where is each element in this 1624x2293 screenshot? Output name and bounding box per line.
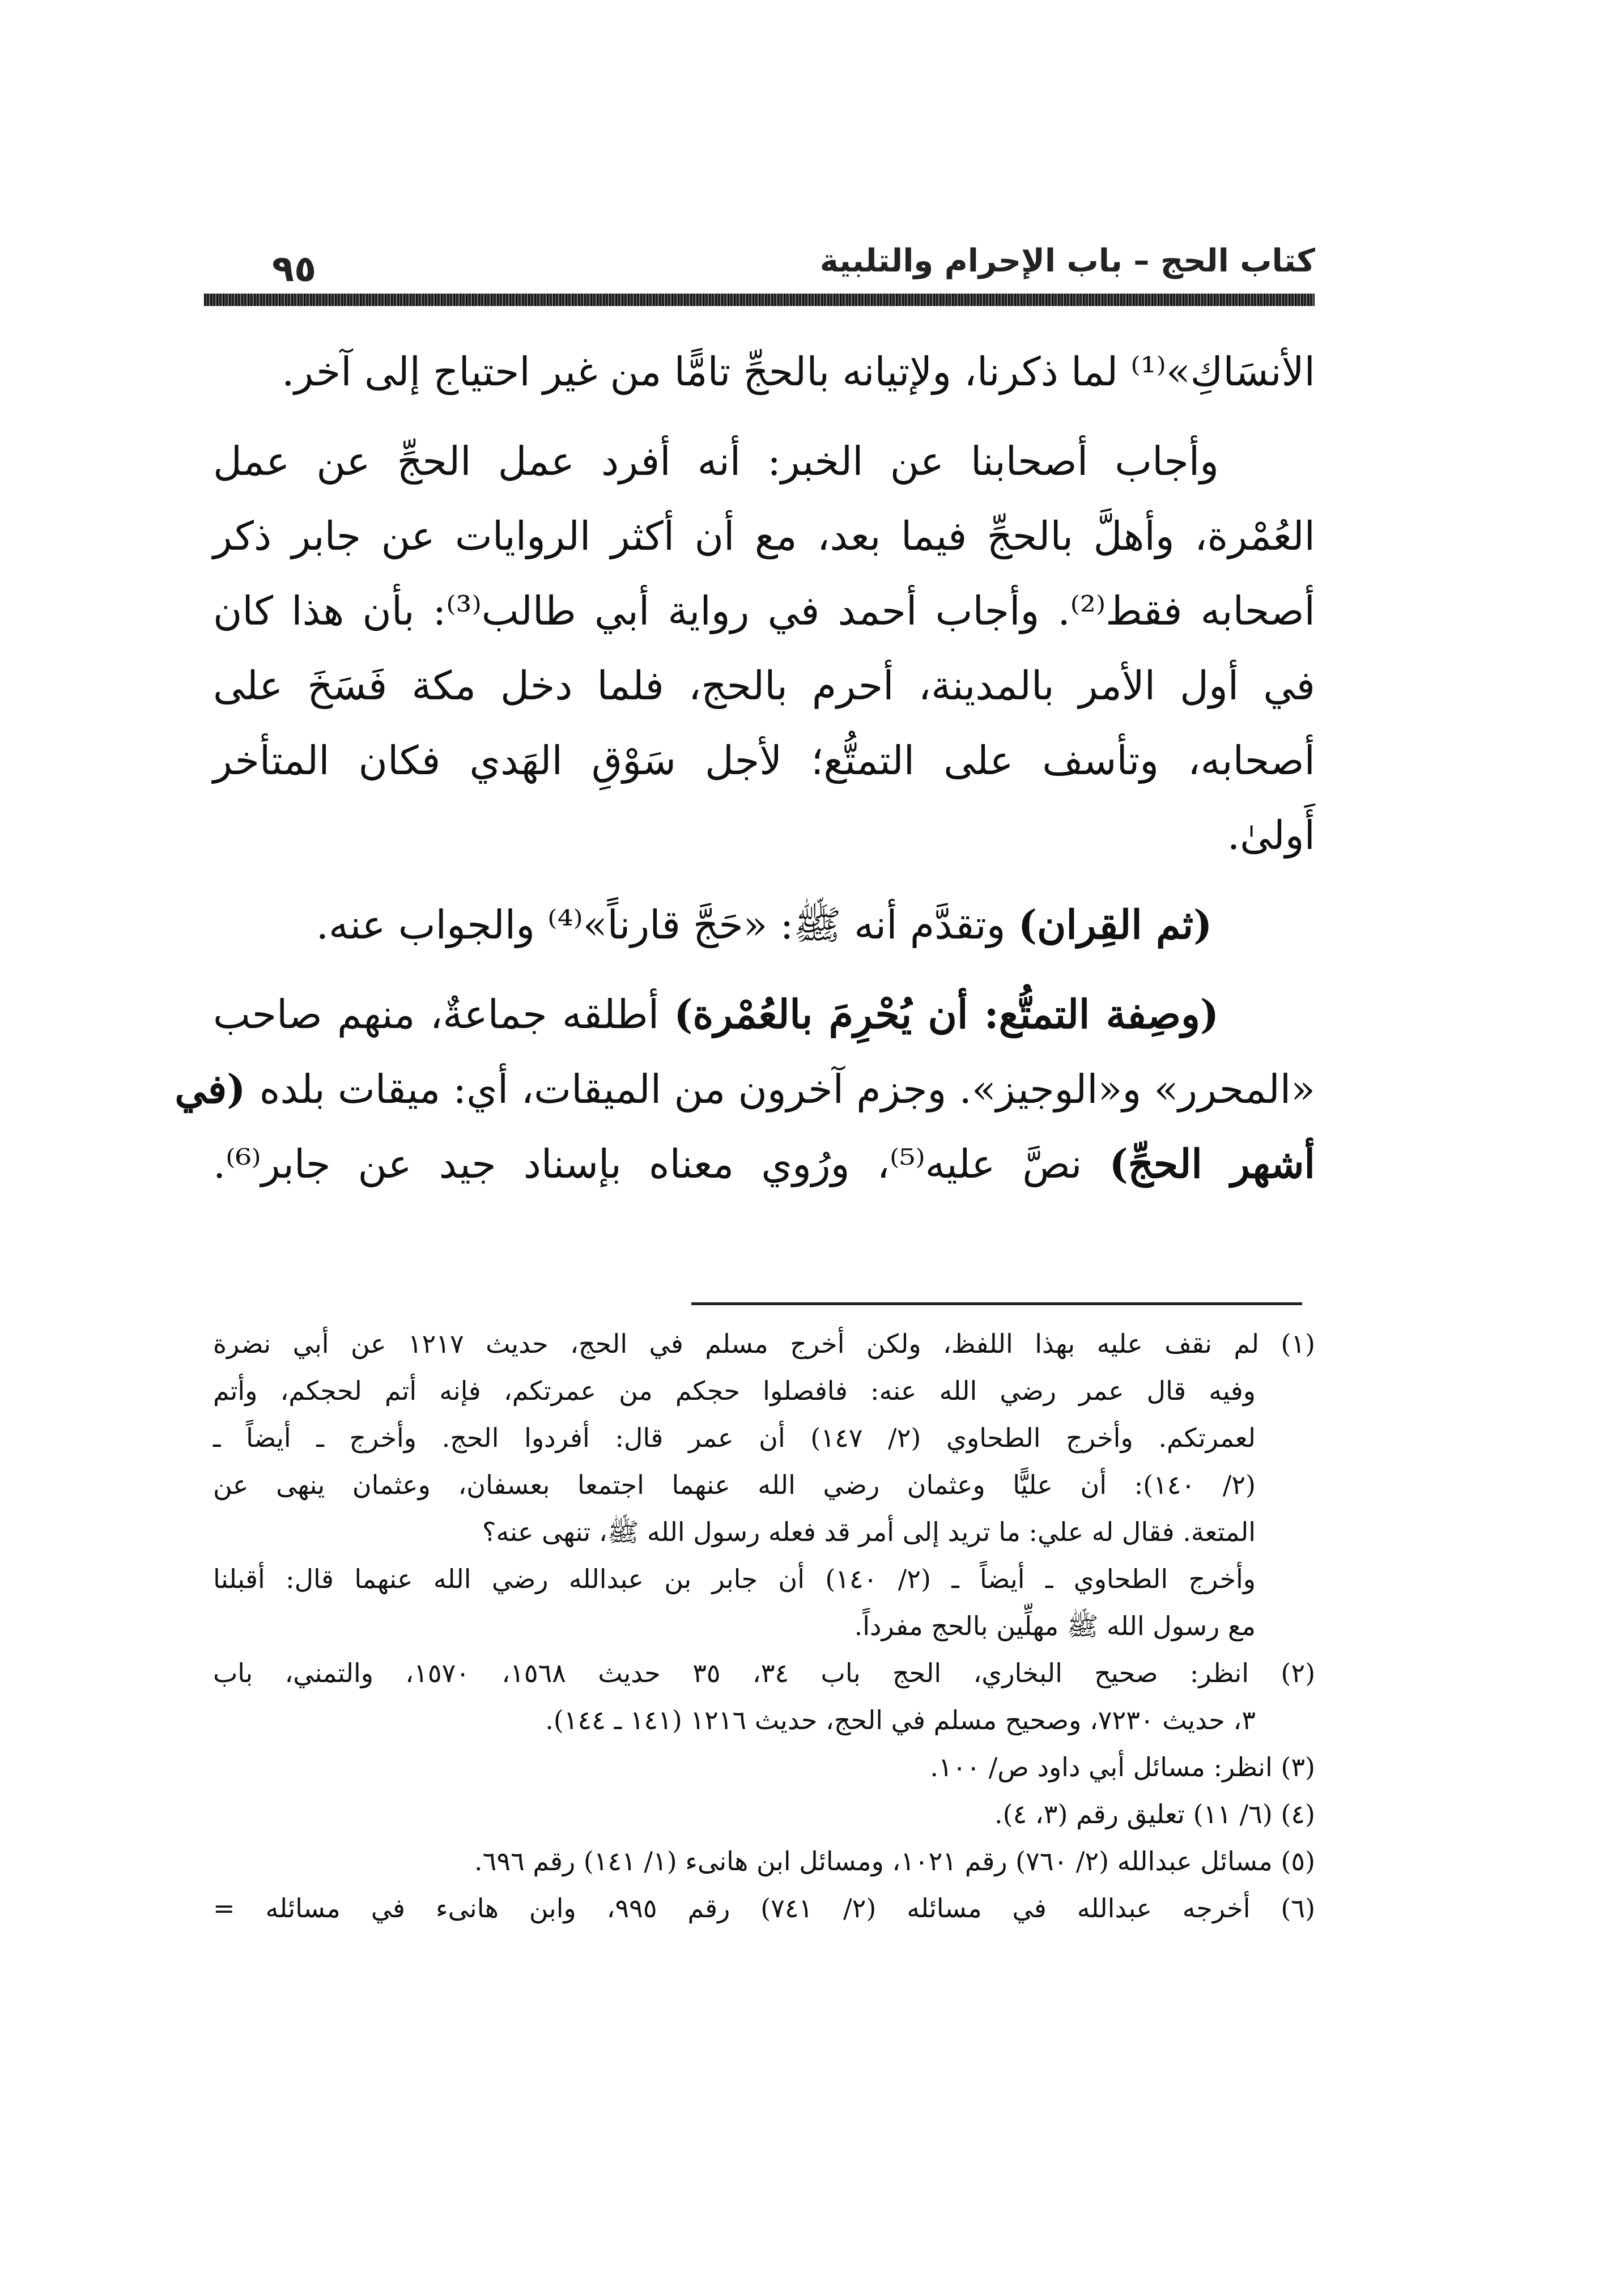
footnote-line: (٢) انظر: صحيح البخاري، الحج باب ٣٤، ٣٥ حديث ١٥٦٨، ١٥٧٠، والتمني، باب: [213, 1658, 1316, 1688]
footnote-line: (٤) (٦/ ١١) تعليق رقم (٣، ٤).: [994, 1799, 1315, 1829]
line-text: «المحرر» و«الوجيز». وجزم آخرون من الميقات، أي: ميقات بلده: [259, 1066, 1315, 1112]
footnote-separator: [691, 1302, 1302, 1305]
body-line: أصحابه، وتأسف على التمتُّع؛ لأجل سَوْقِ الهَدي فكان المتأخر: [213, 737, 1315, 784]
line-text: نصَّ عليه⁽⁵⁾، ورُوي معناه بإسناد جيد عن جابر⁽⁶⁾.: [213, 1141, 1109, 1187]
footnote-line: مع رسول الله ﷺ مهلِّين بالحج مفرداً.: [854, 1611, 1256, 1641]
running-header: [193, 243, 1315, 288]
body-line: العُمْرة، وأهلَّ بالحجِّ فيما بعد، مع أن أكثر الروايات عن جابر ذكر: [213, 513, 1315, 559]
footnote-line: وأخرج الطحاوي ـ أيضاً ـ (٢/ ١٤٠) أن جابر بن عبدالله رضي الله عنهما قال: أقبلنا: [213, 1564, 1256, 1594]
tamattu-line: [175, 1052, 1315, 1127]
footnote-line: المتعة. فقال له علي: ما تريد إلى أمر قد فعله رسول الله ﷺ، تنهى عنه؟: [482, 1517, 1256, 1547]
body-line: وأجاب أصحابنا عن الخبر: أنه أفرد عمل الحجِّ عن عمل: [213, 438, 1219, 485]
header-title: كتاب الحج – باب الإحرام والتلبية: [819, 243, 1315, 279]
footnote-line: (٥) مسائل عبدالله (٢/ ٧٦٠) رقم ١٠٢١، ومسائل ابن هانىء (١/ ١٤١) رقم ٦٩٦.: [474, 1846, 1315, 1876]
qiran-line: [213, 888, 1315, 962]
bold-term: (وصِفة التمتُّع: أن يُحْرِمَ بالعُمْرة): [674, 991, 1219, 1038]
footnotes: [213, 1320, 1315, 1932]
footnote-line: (١) لم نقف عليه بهذا اللفظ، ولكن أخرج مسلم في الحج، حديث ١٢١٧ عن أبي نضرة: [213, 1328, 1315, 1359]
body-line: في أول الأمر بالمدينة، أحرم بالحج، فلما دخل مكة فَسَخَ على: [213, 663, 1315, 709]
footnote-line: لعمرتكم. وأخرج الطحاوي (٢/ ١٤٧) أن عمر قال: أفردوا الحج. وأخرج ـ أيضاً ـ: [213, 1422, 1256, 1453]
bold-term: (ثم القِران): [1018, 901, 1213, 948]
header-rule: [204, 294, 1315, 306]
footnote-line: وفيه قال عمر رضي الله عنه: فافصلوا حجكم من عمرتكم، فإنه أتم لحجكم، وأتم: [213, 1375, 1256, 1406]
bold-term: (في: [175, 1065, 260, 1112]
footnote-line: (٢/ ١٤٠): أن عليًّا وعثمان رضي الله عنهما اجتمعا بعسفان، وعثمان ينهى عن: [213, 1470, 1256, 1500]
footnote-line: ٣، حديث ٧٢٣٠، وصحيح مسلم في الحج، حديث ١٢١٦ (١٤١ ـ ١٤٤).: [545, 1705, 1256, 1735]
tamattu-line: [213, 1127, 1315, 1201]
main-text: [175, 334, 1315, 1201]
line-text: وتقدَّم أنه ﷺ: «حَجَّ قارناً»⁽⁴⁾ والجواب عنه.: [316, 902, 1018, 948]
body-line: الأنسَاكِ»⁽¹⁾ لما ذكرنا، ولإتيانه بالحجِّ تامًّا من غير احتياج إلى آخر.: [282, 349, 1315, 395]
body-line: أصحابه فقط⁽²⁾. وأجاب أحمد في رواية أبي طالب⁽³⁾: بأن هذا كان: [213, 588, 1315, 634]
footnote-line: (٣) انظر: مسائل أبي داود ص/ ١٠٠.: [930, 1752, 1315, 1782]
line-text: أطلقه جماعةٌ، منهم صاحب: [213, 991, 674, 1038]
body-line: أَولىٰ.: [1227, 812, 1315, 859]
page-number: ٩٥: [272, 248, 317, 290]
footnote-line: (٦) أخرجه عبدالله في مسائله (٢/ ٧٤١) رقم ٩٩٥، وابن هانىء في مسائله =: [213, 1893, 1316, 1923]
bold-term: أشهر الحجِّ): [1109, 1140, 1315, 1187]
tamattu-line: [213, 977, 1315, 1052]
